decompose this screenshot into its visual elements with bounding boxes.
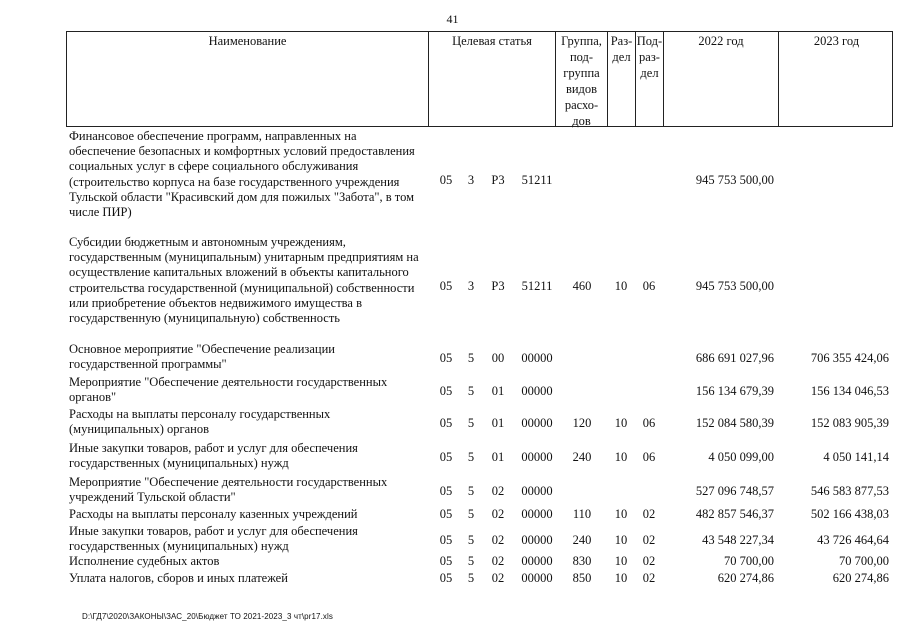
row-name-line: Расходы на выплаты персоналу казенных учреждений — [69, 507, 358, 521]
header-group-line: под- — [569, 50, 594, 64]
section-code: 10 — [614, 416, 628, 430]
subsection-code: 06 — [642, 416, 656, 430]
row-name — [69, 507, 431, 522]
row-name-line: государственной программы" — [69, 357, 227, 372]
target-part-2: 5 — [467, 416, 475, 430]
value-2023: 156 134 046,53 — [810, 384, 889, 398]
row-name-line: Расходы на выплаты персоналу государственных — [69, 407, 331, 421]
target-part-2: 5 — [467, 484, 475, 498]
target-part-4: 00000 — [521, 351, 553, 365]
row-name-line: органов" — [69, 390, 117, 405]
row-name — [69, 235, 431, 326]
row-name-line: Уплата налогов, сборов и иных платежей — [69, 571, 288, 585]
target-part-1: 05 — [439, 507, 453, 521]
header-subsection-line: Под- — [636, 34, 663, 48]
row-name-line: Субсидии бюджетным и автономным учреждениям, — [69, 235, 346, 249]
section-code: 10 — [614, 533, 628, 547]
value-2023: 706 355 424,06 — [810, 351, 889, 365]
target-part-2: 3 — [467, 279, 475, 293]
target-part-4: 00000 — [521, 416, 553, 430]
header-group — [556, 32, 608, 126]
target-part-1: 05 — [439, 416, 453, 430]
target-part-4: 51211 — [521, 173, 553, 187]
target-part-1: 05 — [439, 384, 453, 398]
value-2022: 152 084 580,39 — [695, 416, 774, 430]
header-group-line: Группа, — [561, 34, 602, 48]
target-part-3: 01 — [491, 416, 505, 430]
value-2023: 70 700,00 — [839, 554, 889, 568]
row-name — [69, 524, 431, 554]
header-subsection-line: раз- — [639, 50, 660, 64]
value-2023: 152 083 905,39 — [810, 416, 889, 430]
subsection-code: 02 — [642, 507, 656, 521]
row-name-line: Финансовое обеспечение программ, направленных на — [69, 129, 357, 143]
value-2022: 70 700,00 — [724, 554, 774, 568]
value-2023: 546 583 877,53 — [810, 484, 889, 498]
row-name-line: учреждений Тульской области" — [69, 490, 236, 505]
row-name-line: Исполнение судебных актов — [69, 554, 220, 568]
target-part-1: 05 — [439, 279, 453, 293]
header-section-line: дел — [612, 50, 631, 64]
target-part-1: 05 — [439, 571, 453, 585]
row-name-line: Иные закупки товаров, работ и услуг для обеспечения — [69, 441, 358, 455]
row-name-line: социальных услуг в сфере социального обслуживания — [69, 159, 359, 174]
header-2022: 2022 год — [664, 32, 779, 126]
group-code: 110 — [572, 507, 592, 521]
header-subsection — [636, 32, 664, 126]
subsection-code: 02 — [642, 533, 656, 547]
target-part-1: 05 — [439, 351, 453, 365]
group-code: 120 — [572, 416, 592, 430]
row-name-line: государственным (муниципальным) унитарным предприятиям на — [69, 250, 419, 265]
header-section-line: Раз- — [610, 34, 633, 48]
target-part-2: 5 — [467, 384, 475, 398]
group-code: 830 — [572, 554, 592, 568]
subsection-code: 06 — [642, 450, 656, 464]
subsection-code: 06 — [642, 279, 656, 293]
target-part-2: 5 — [467, 351, 475, 365]
target-part-2: 3 — [467, 173, 475, 187]
target-part-3: 02 — [491, 484, 505, 498]
target-part-1: 05 — [439, 450, 453, 464]
target-part-2: 5 — [467, 450, 475, 464]
row-name-line: государственных (муниципальных) нужд — [69, 539, 289, 554]
target-part-4: 00000 — [521, 507, 553, 521]
target-part-3: 01 — [491, 384, 505, 398]
section-code: 10 — [614, 554, 628, 568]
row-name-line: числе ПИР) — [69, 205, 132, 220]
row-name — [69, 342, 431, 372]
target-part-2: 5 — [467, 571, 475, 585]
page-number: 41 — [446, 12, 459, 26]
row-name — [69, 571, 431, 586]
row-name-line: (муниципальных) органов — [69, 422, 210, 437]
row-name-line: (строительство корпуса на базе государственного учреждения — [69, 174, 400, 189]
row-name-line: или приобретение объектов недвижимого имущества в — [69, 295, 362, 310]
value-2022: 686 691 027,96 — [695, 351, 774, 365]
row-name-line: осуществление капитальных вложений в объекты капитального — [69, 265, 409, 280]
row-name — [69, 375, 431, 405]
section-code: 10 — [614, 571, 628, 585]
group-code: 850 — [572, 571, 592, 585]
target-part-1: 05 — [439, 173, 453, 187]
subsection-code: 02 — [642, 554, 656, 568]
row-name — [69, 407, 431, 437]
row-name — [69, 441, 431, 471]
subsection-code: 02 — [642, 571, 656, 585]
group-code: 460 — [572, 279, 592, 293]
row-name-line: обеспечение безопасных и комфортных условий предоставления — [69, 144, 415, 159]
value-2023: 43 726 464,64 — [817, 533, 889, 547]
header-group-line: дов — [572, 114, 591, 128]
target-part-3: P3 — [491, 279, 505, 293]
target-part-3: 01 — [491, 450, 505, 464]
value-2022: 482 857 546,37 — [695, 507, 774, 521]
target-part-3: 02 — [491, 507, 505, 521]
row-name-line: Основное мероприятие "Обеспечение реализации — [69, 342, 335, 356]
row-name-line: Мероприятие "Обеспечение деятельности государственных — [69, 475, 388, 489]
header-group-line: расхо- — [564, 98, 599, 112]
target-part-1: 05 — [439, 554, 453, 568]
value-2023: 4 050 141,14 — [823, 450, 889, 464]
target-part-4: 00000 — [521, 533, 553, 547]
group-code: 240 — [572, 533, 592, 547]
value-2022: 527 096 748,57 — [695, 484, 774, 498]
table-header — [66, 31, 893, 127]
value-2022: 620 274,86 — [717, 571, 774, 585]
target-part-4: 00000 — [521, 484, 553, 498]
header-target-article: Целевая статья — [429, 32, 556, 126]
section-code: 10 — [614, 279, 628, 293]
target-part-3: 02 — [491, 554, 505, 568]
row-name — [69, 554, 431, 569]
header-name: Наименование — [67, 32, 429, 126]
target-part-4: 00000 — [521, 554, 553, 568]
target-part-2: 5 — [467, 554, 475, 568]
value-2022: 4 050 099,00 — [708, 450, 774, 464]
value-2022: 43 548 227,34 — [702, 533, 774, 547]
section-code: 10 — [614, 507, 628, 521]
row-name-line: строительства государственной (муниципальной) собственности — [69, 280, 415, 295]
value-2022: 945 753 500,00 — [695, 279, 774, 293]
value-2022: 156 134 679,39 — [695, 384, 774, 398]
target-part-3: P3 — [491, 173, 505, 187]
section-code: 10 — [614, 450, 628, 464]
row-name-line: Тульской области "Красивский дом для пожилых "Забота", в том — [69, 189, 415, 204]
header-subsection-line: дел — [640, 66, 659, 80]
target-part-3: 02 — [491, 533, 505, 547]
target-part-3: 00 — [491, 351, 505, 365]
target-part-4: 51211 — [521, 279, 553, 293]
group-code: 240 — [572, 450, 592, 464]
header-group-line: группа — [563, 66, 600, 80]
target-part-4: 00000 — [521, 384, 553, 398]
row-name-line: Иные закупки товаров, работ и услуг для обеспечения — [69, 524, 358, 538]
header-group-line: видов — [565, 82, 598, 96]
target-part-2: 5 — [467, 507, 475, 521]
value-2023: 502 166 438,03 — [810, 507, 889, 521]
target-part-4: 00000 — [521, 571, 553, 585]
row-name-line: государственную (муниципальную) собственность — [69, 311, 340, 326]
target-part-2: 5 — [467, 533, 475, 547]
row-name — [69, 475, 431, 505]
value-2023: 620 274,86 — [832, 571, 889, 585]
header-section — [608, 32, 636, 126]
target-part-1: 05 — [439, 533, 453, 547]
file-path-footer: D:\ГД7\2020\ЗАКОНЫ\ЗАС_20\Бюджет ТО 2021-2023_3 чт\pr17.xls — [82, 612, 333, 621]
row-name-line: Мероприятие "Обеспечение деятельности государственных — [69, 375, 388, 389]
row-name-line: государственных (муниципальных) нужд — [69, 456, 289, 471]
target-part-3: 02 — [491, 571, 505, 585]
value-2022: 945 753 500,00 — [695, 173, 774, 187]
target-part-1: 05 — [439, 484, 453, 498]
row-name — [69, 129, 431, 220]
header-2023: 2023 год — [813, 34, 860, 48]
target-part-4: 00000 — [521, 450, 553, 464]
